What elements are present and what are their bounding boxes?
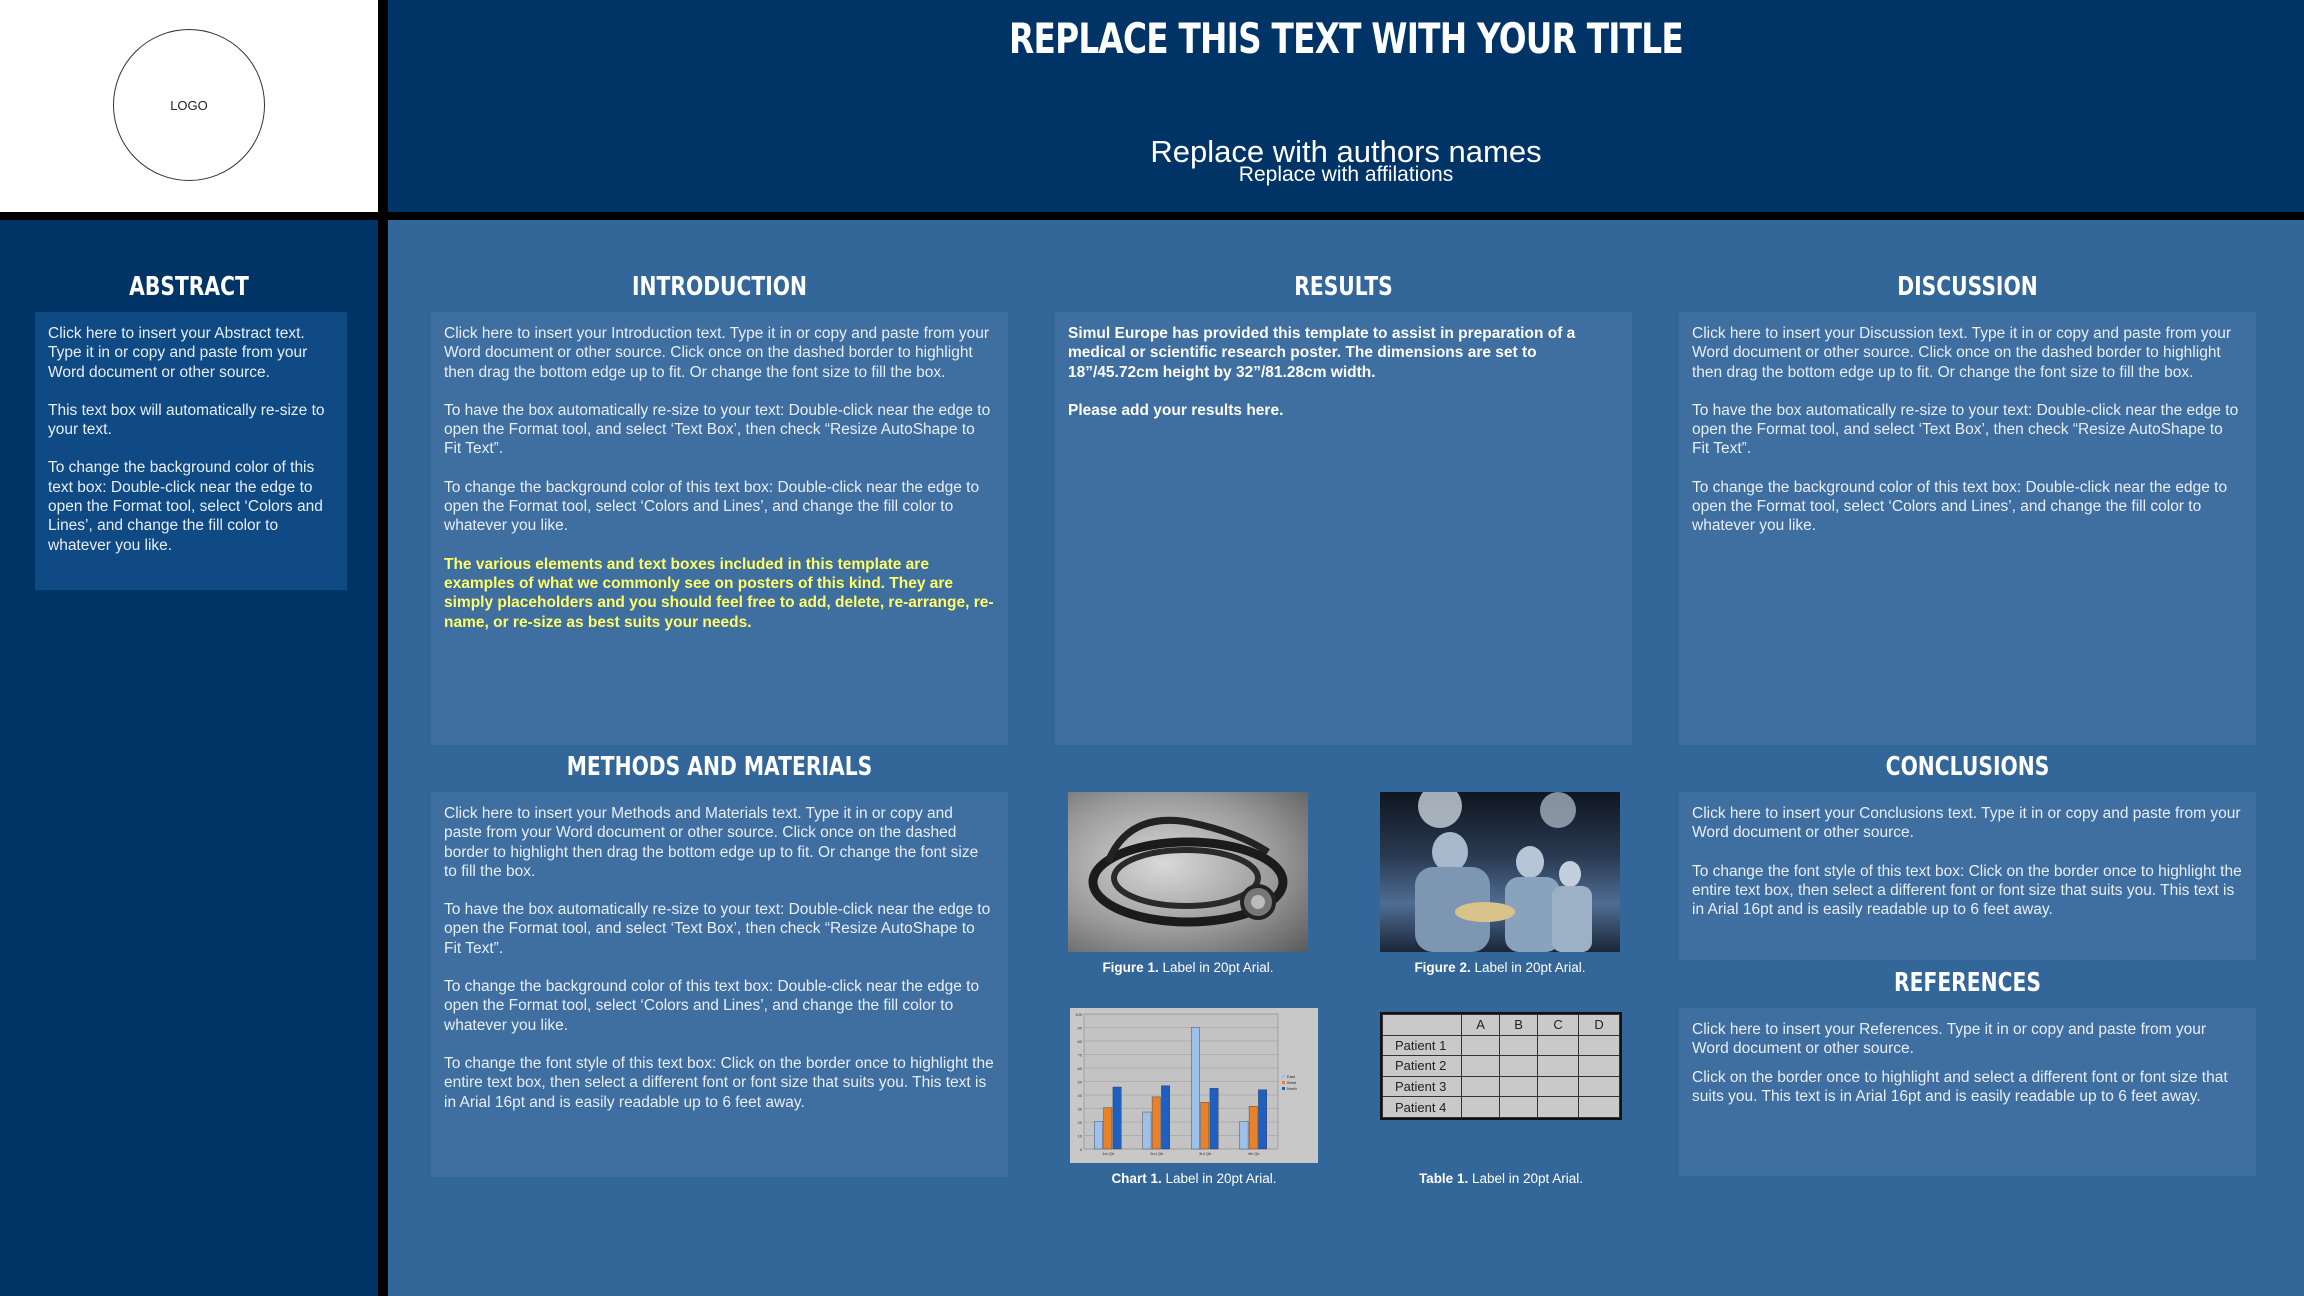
abstract-box[interactable] xyxy=(35,312,347,590)
y-tick-label: 0 xyxy=(1079,1147,1082,1152)
references-paragraph: Click here to insert your References. Type it in or copy and paste from your Word document or other source. xyxy=(1692,1021,2207,1058)
bar xyxy=(1152,1097,1160,1149)
methods-paragraph: To have the box automatically re-size to your text: Double-click near the edge to open the Format tool, and select ‘Text Box’, then check “Resize AutoShape to Fit Text”. xyxy=(444,901,991,957)
table-cell[interactable] xyxy=(1538,1097,1579,1118)
discussion-paragraph: Click here to insert your Discussion text. Type it in or copy and paste from your Word document or other source. Click once on the dashed border to highlight then drag the bottom edge up to fit. Or change the font size to fill the box. xyxy=(1692,325,2232,381)
table-cell[interactable] xyxy=(1462,1035,1500,1056)
table-cell[interactable] xyxy=(1579,1035,1620,1056)
x-tick-label: 2nd Qtr xyxy=(1150,1151,1164,1156)
methods-heading: METHODS AND MATERIALS xyxy=(566,752,873,782)
patients-table xyxy=(1382,1014,1620,1118)
legend-swatch xyxy=(1282,1075,1285,1078)
table-row xyxy=(1383,1056,1620,1077)
references-box[interactable] xyxy=(1679,1008,2256,1176)
table-header-cell: C xyxy=(1538,1015,1579,1036)
introduction-heading: INTRODUCTION xyxy=(632,272,807,302)
table-row xyxy=(1383,1097,1620,1118)
logo-area xyxy=(0,0,378,212)
table-1-caption xyxy=(1380,1171,1622,1186)
results-paragraph: Please add your results here. xyxy=(1068,401,1284,419)
conclusions-box[interactable] xyxy=(1679,792,2256,960)
table-cell[interactable] xyxy=(1462,1076,1500,1097)
table-cell[interactable] xyxy=(1579,1056,1620,1077)
table-row xyxy=(1383,1035,1620,1056)
table-header-cell: D xyxy=(1579,1015,1620,1036)
figure-2-image[interactable] xyxy=(1380,792,1620,952)
table-cell[interactable] xyxy=(1500,1035,1538,1056)
bar xyxy=(1094,1121,1102,1149)
table-header-cell xyxy=(1383,1015,1462,1036)
bar-chart xyxy=(1070,1008,1318,1163)
table-cell[interactable] xyxy=(1500,1076,1538,1097)
bar xyxy=(1104,1108,1112,1149)
y-tick-label: 80 xyxy=(1077,1039,1082,1044)
poster-header xyxy=(388,0,2304,212)
table-cell[interactable] xyxy=(1500,1056,1538,1077)
bar xyxy=(1113,1087,1121,1149)
bar xyxy=(1240,1121,1248,1149)
y-tick-label: 40 xyxy=(1077,1093,1082,1098)
table-cell[interactable] xyxy=(1538,1076,1579,1097)
introduction-paragraph: To change the background color of this text box: Double-click near the edge to open the Format tool, select ‘Colors and Lines’, and change the fill color to whatever you like. xyxy=(444,478,980,535)
abstract-paragraph: Click here to insert your Abstract text. Type it in or copy and paste from your Word document or other source. xyxy=(48,325,308,381)
discussion-box[interactable] xyxy=(1679,312,2256,745)
methods-paragraph: To change the background color of this text box: Double-click near the edge to open the Format tool, select ‘Colors and Lines’, and change the fill color to whatever you like. xyxy=(444,978,980,1034)
chart-1-text: Label in 20pt Arial. xyxy=(1161,1171,1277,1186)
abstract-heading: ABSTRACT xyxy=(129,272,249,302)
y-tick-label: 30 xyxy=(1077,1106,1082,1112)
references-heading: REFERENCES xyxy=(1894,968,2041,998)
figure-1-text: Label in 20pt Arial. xyxy=(1158,960,1274,975)
abstract-paragraph: This text box will automatically re-size to your text. xyxy=(48,401,325,439)
table-row-label: Patient 1 xyxy=(1383,1035,1462,1056)
table-row-label: Patient 3 xyxy=(1383,1076,1462,1097)
references-paragraph: Click on the border once to highlight and select a different font or font size that suits you. This text is in Arial 16pt and is easily readable up to 6 feet away. xyxy=(1692,1068,2228,1105)
authors-line[interactable]: Replace with authors names xyxy=(1150,134,1542,169)
bar xyxy=(1249,1106,1257,1149)
affiliations-line[interactable]: Replace with affilations xyxy=(1238,163,1454,186)
x-tick-label: 1st Qtr xyxy=(1102,1151,1115,1156)
y-tick-label: 10 xyxy=(1077,1133,1082,1139)
results-box[interactable] xyxy=(1055,312,1632,745)
y-tick-label: 70 xyxy=(1077,1052,1082,1058)
results-paragraph: Simul Europe has provided this template to assist in preparation of a medical or scientific research poster. The dimensions are set to 18”/45.72cm height by 32”/81.28cm width. xyxy=(1068,325,1576,381)
abstract-paragraph: To change the background color of this text box: Double-click near the edge to open the Format tool, select ‘Colors and Lines’, and change the fill color to whatever you like. xyxy=(48,459,323,554)
table-row xyxy=(1383,1076,1620,1097)
bar xyxy=(1258,1090,1266,1149)
table-1[interactable] xyxy=(1380,1012,1622,1120)
legend-label: West xyxy=(1287,1080,1297,1085)
surgery-photo-icon xyxy=(1380,792,1620,952)
chart-1-label: Chart 1. xyxy=(1111,1171,1162,1186)
table-1-text: Label in 20pt Arial. xyxy=(1468,1171,1584,1186)
y-tick-label: 20 xyxy=(1077,1120,1082,1125)
bar xyxy=(1210,1088,1218,1149)
discussion-heading: DISCUSSION xyxy=(1897,272,2038,302)
table-header-cell: A xyxy=(1462,1015,1500,1036)
discussion-paragraph: To change the background color of this text box: Double-click near the edge to open the Format tool, select ‘Colors and Lines’, and change the fill color to whatever you like. xyxy=(1692,478,2228,535)
introduction-box[interactable] xyxy=(431,312,1008,745)
figure-1-label: Figure 1. xyxy=(1102,960,1159,975)
table-header-row xyxy=(1383,1015,1620,1036)
table-cell[interactable] xyxy=(1500,1097,1538,1118)
methods-paragraph: Click here to insert your Methods and Materials text. Type it in or copy and paste from your Word document or other source. Click once on the dashed border to highlight then drag the bottom edge up to fit. Or change the font size to fill the box. xyxy=(444,805,979,880)
left-column xyxy=(0,220,378,1296)
table-cell[interactable] xyxy=(1462,1056,1500,1077)
chart-1-image[interactable] xyxy=(1070,1008,1318,1163)
results-heading: RESULTS xyxy=(1294,272,1393,302)
figure-1-caption xyxy=(1068,960,1308,975)
y-tick-label: 60 xyxy=(1077,1066,1082,1071)
legend-label: North xyxy=(1287,1086,1297,1091)
table-row-label: Patient 4 xyxy=(1383,1097,1462,1118)
table-1-label: Table 1. xyxy=(1418,1171,1469,1186)
legend-label: East xyxy=(1287,1074,1296,1079)
x-tick-label: 4th Qtr xyxy=(1247,1151,1260,1156)
table-cell[interactable] xyxy=(1579,1097,1620,1118)
table-header-cell: B xyxy=(1500,1015,1538,1036)
introduction-highlight: The various elements and text boxes included in this template are examples of what we commonly see on posters of this kind. They are simply placeholders and you should feel free to add, delete, re-arrange, re-name, or re-size as best suits your needs. xyxy=(444,555,994,631)
figure-2-label: Figure 2. xyxy=(1414,960,1471,975)
table-cell[interactable] xyxy=(1538,1035,1579,1056)
x-tick-label: 3rd Qtr xyxy=(1199,1151,1212,1156)
table-cell[interactable] xyxy=(1579,1076,1620,1097)
y-tick-label: 100 xyxy=(1075,1012,1082,1017)
bar xyxy=(1201,1102,1209,1149)
introduction-paragraph: Click here to insert your Introduction text. Type it in or copy and paste from your Word document or other source. Click once on the dashed border to highlight then drag the bottom edge up to fit. Or change the font size to fill the box. xyxy=(444,325,990,381)
figure-2-text: Label in 20pt Arial. xyxy=(1470,960,1586,975)
logo-placeholder[interactable] xyxy=(113,29,265,181)
legend-swatch xyxy=(1282,1087,1285,1090)
discussion-paragraph: To have the box automatically re-size to your text: Double-click near the edge to open the Format tool, and select ‘Text Box’, then check “Resize AutoShape to Fit Text”. xyxy=(1692,401,2239,458)
conclusions-paragraph: Click here to insert your Conclusions text. Type it in or copy and paste from your Word document or other source. xyxy=(1692,805,2241,842)
conclusions-paragraph: To change the font style of this text box: Click on the border once to highlight the entire text box, then select a different font or font size that suits you. This text is in Arial 16pt and is easily readable up to 6 feet away. xyxy=(1692,862,2242,919)
bar xyxy=(1191,1028,1199,1150)
methods-box[interactable] xyxy=(431,792,1008,1177)
figure-2-caption xyxy=(1380,960,1620,975)
conclusions-heading: CONCLUSIONS xyxy=(1885,752,2050,782)
logo-text: LOGO xyxy=(170,97,208,113)
main-area xyxy=(388,220,2304,1296)
table-cell[interactable] xyxy=(1462,1097,1500,1118)
stethoscope-icon xyxy=(1068,792,1308,952)
introduction-paragraph: To have the box automatically re-size to your text: Double-click near the edge to open the Format tool, and select ‘Text Box’, then check “Resize AutoShape to Fit Text”. xyxy=(444,401,991,458)
y-tick-label: 90 xyxy=(1077,1025,1082,1031)
table-row-label: Patient 2 xyxy=(1383,1056,1462,1077)
figure-1-image[interactable] xyxy=(1068,792,1308,952)
bar xyxy=(1161,1086,1169,1149)
poster-title[interactable]: REPLACE THIS TEXT WITH YOUR TITLE xyxy=(1009,14,1683,63)
chart-1-caption xyxy=(1070,1171,1318,1186)
legend-swatch xyxy=(1282,1081,1285,1084)
bar xyxy=(1143,1112,1151,1149)
y-tick-label: 50 xyxy=(1077,1079,1082,1085)
table-cell[interactable] xyxy=(1538,1056,1579,1077)
methods-paragraph: To change the font style of this text box: Click on the border once to highlight the entire text box, then select a different font or font size that suits you. This text is in Arial 16pt and is easily readable up to 6 feet away. xyxy=(444,1054,994,1111)
